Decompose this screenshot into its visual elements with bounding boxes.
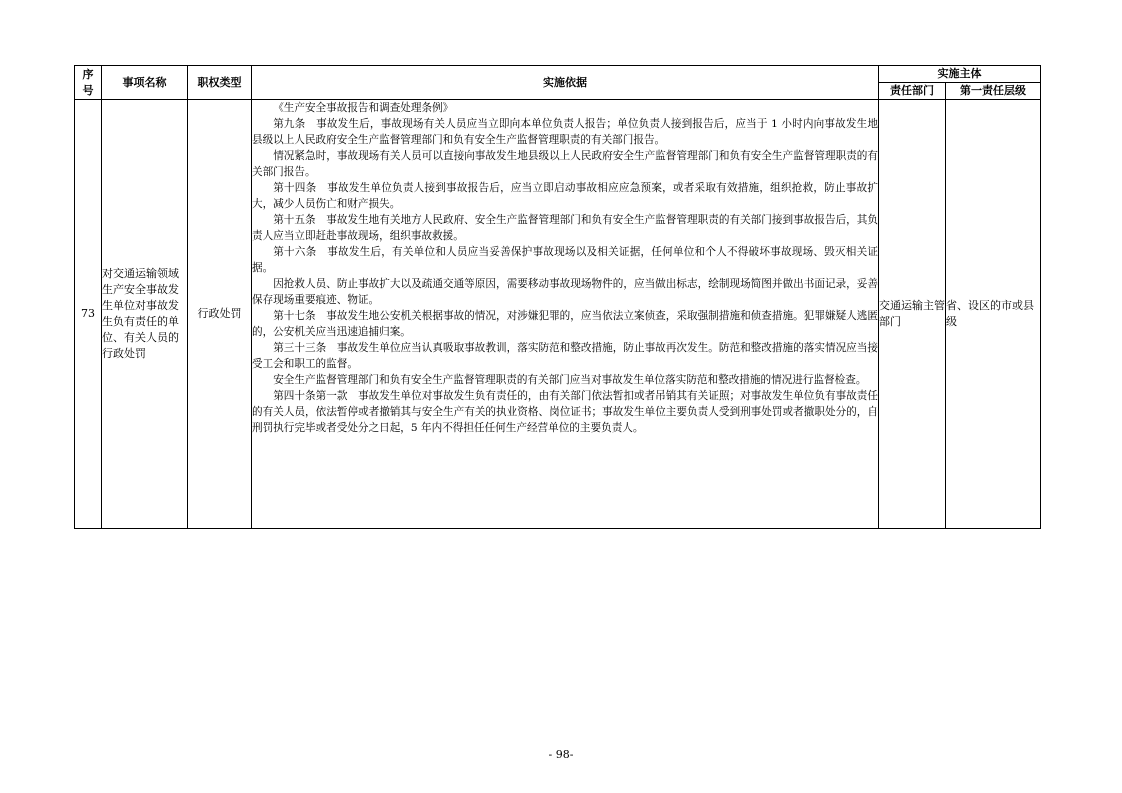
basis-paragraph: 情况紧急时，事故现场有关人员可以直接向事故发生地县级以上人民政府安全生产监督管理部门和负有安全生产监督管理职责的有关部门报告。 xyxy=(252,150,878,178)
cell-power-type: 行政处罚 xyxy=(188,100,252,529)
header-level: 第一责任层级 xyxy=(946,83,1041,100)
cell-basis xyxy=(252,100,879,529)
header-subject: 实施主体 xyxy=(879,66,1041,83)
header-seq xyxy=(75,66,102,100)
basis-paragraph: 第十六条 事故发生后，有关单位和人员应当妥善保护事故现场以及相关证据，任何单位和个人不得破坏事故现场、毁灭相关证据。 xyxy=(252,246,878,274)
header-power-type: 职权类型 xyxy=(188,66,252,100)
basis-paragraph: 安全生产监督管理部门和负有安全生产监督管理职责的有关部门应当对事故发生单位落实防范和整改措施的情况进行监督检查。 xyxy=(273,374,867,386)
header-seq-label: 序号 xyxy=(82,67,94,97)
page-number: - 98- xyxy=(548,748,574,761)
basis-paragraph: 因抢救人员、防止事故扩大以及疏通交通等原因，需要移动事故现场物件的，应当做出标志，绘制现场简图并做出书面记录，妥善保存现场重要痕迹、物证。 xyxy=(252,278,878,306)
basis-paragraph: 第十四条 事故发生单位负责人接到事故报告后，应当立即启动事故相应应急预案，或者采取有效措施，组织抢救，防止事故扩大，减少人员伤亡和财产损失。 xyxy=(252,182,878,210)
cell-level: 省、设区的市或县级 xyxy=(946,100,1041,529)
basis-paragraph: 第十五条 事故发生地有关地方人民政府、安全生产监督管理部门和负有安全生产监督管理职责的有关部门接到事故报告后，其负责人应当立即赶赴事故现场，组织事故救援。 xyxy=(252,214,878,242)
basis-paragraph: 《生产安全事故报告和调查处理条例》 xyxy=(273,102,454,114)
table-row xyxy=(75,100,1041,529)
cell-dept: 交通运输主管部门 xyxy=(879,100,946,529)
basis-paragraph: 第三十三条 事故发生单位应当认真吸取事故教训，落实防范和整改措施，防止事故再次发生。防范和整改措施的落实情况应当接受工会和职工的监督。 xyxy=(252,342,878,370)
cell-seq: 73 xyxy=(75,100,102,529)
header-basis: 实施依据 xyxy=(252,66,879,100)
basis-paragraph: 第四十条第一款 事故发生单位对事故发生负有责任的，由有关部门依法暂扣或者吊销其有关证照；对事故发生单位负有事故责任的有关人员，依法暂停或者撤销其与安全生产有关的执业资格、岗位证书；事故发生单位主要负责人受到刑事处罚或者撤职处分的，自刑罚执行完毕或者受处分之日起，5 年内不得担任任何生产经营单位的主要负责人。 xyxy=(252,390,878,434)
enforcement-table xyxy=(74,65,1041,529)
basis-paragraph: 第九条 事故发生后，事故现场有关人员应当立即向本单位负责人报告；单位负责人接到报告后，应当于 1 小时内向事故发生地县级以上人民政府安全生产监督管理部门和负有安全生产监督管理职责的有关部门报告。 xyxy=(252,118,878,146)
cell-item-name: 对交通运输领域生产安全事故发生单位对事故发生负有责任的单位、有关人员的行政处罚 xyxy=(102,100,188,529)
header-dept: 责任部门 xyxy=(879,83,946,100)
basis-paragraph: 第十七条 事故发生地公安机关根据事故的情况，对涉嫌犯罪的，应当依法立案侦查，采取强制措施和侦查措施。犯罪嫌疑人逃匿的，公安机关应当迅速追捕归案。 xyxy=(252,310,878,338)
header-item-name: 事项名称 xyxy=(102,66,188,100)
